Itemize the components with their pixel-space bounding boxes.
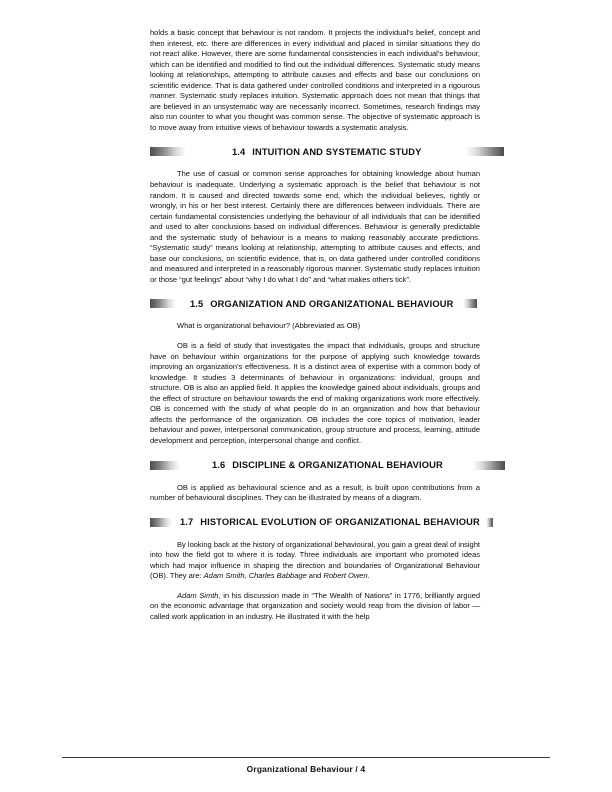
heading-gradient-bar-left bbox=[150, 299, 176, 308]
section-title: DISCIPLINE & ORGANIZATIONAL BEHAVIOUR bbox=[232, 460, 443, 470]
page-content-column bbox=[150, 28, 480, 631]
person-name-emphasis: Robert Owen bbox=[323, 571, 368, 581]
paragraph-text-segment: By looking back at the history of organizational behavioural, you gain a great deal of insight into how the field got to where it is today. Three individuals are important who promoted ideas which had major influence in shaping the direction and boundaries of Organizational Behaviour (OB). They are: bbox=[150, 539, 480, 581]
heading-gradient-bar-right bbox=[486, 518, 493, 527]
paragraph-section-1-5-body: OB is a field of study that investigates the impact that individuals, groups and structure have on behaviour within organizations for the purpose of applying such knowledge towards improving an organization’s effectiveness. It is a distinct area of expertise with a common body of knowledge. It studies 3 determinants of behaviour in organizations: individual, groups and structure. OB is also an applied field. It applies the knowledge gained about individuals, groups and the effect of structure on behaviour towards the end of making organizations work more effectively. OB is concerned with the study of what people do in an organization and how that behaviour affects the performance of the organization. OB includes the core topics of motivation, leader behaviour and power, interpersonal communication, group structure and process, learning, attitude development and perception, interpersonal change and conflict. bbox=[150, 341, 480, 445]
person-name-emphasis: Adam Smith, Charles Babbage bbox=[203, 571, 307, 581]
section-title: ORGANIZATION AND ORGANIZATIONAL BEHAVIOUR bbox=[210, 298, 454, 309]
section-title: HISTORICAL EVOLUTION OF ORGANIZATIONAL BEHAVIOUR bbox=[200, 517, 480, 528]
footer-label: Organizational Behaviour / 4 bbox=[246, 764, 366, 774]
heading-gradient-bar-left bbox=[150, 461, 180, 470]
section-number: 1.7 bbox=[180, 517, 194, 528]
section-heading-1-6 bbox=[150, 459, 480, 472]
paragraph-section-1-7-body-2 bbox=[150, 591, 480, 623]
page-footer bbox=[62, 757, 550, 774]
paragraph-section-1-4-body: The use of casual or common sense approaches for obtaining knowledge about human behaviour is inadequate. Underlying a systematic approach is the belief that behaviour is not random. It is caused and directed towards some end, which the individual believes, rightly or wrongly, in his or her best interest. Certainly there are differences between individuals. There are certain fundamental consistencies underlying the behaviour of all individuals that can be identified and used to alter conclusions based on individual differences. Behaviour is generally predictable and the systematic study of behaviour is a means to making reasonably accurate predictions. “Systematic study” means looking at relationship, attempting to attribute causes and effects, and base our conclusions, on scientific evidence, that is, on data gathered under controlled conditions and measured and interpreted in a reasonably rigorous manner. Systematic study replaces intuition or those “gut feelings” about “why I do what I do” and “what makes others tick”. bbox=[150, 169, 480, 284]
section-heading-1-5 bbox=[150, 297, 480, 310]
heading-gradient-bar-right bbox=[466, 147, 504, 156]
heading-gradient-bar-left bbox=[150, 518, 172, 527]
heading-gradient-bar-right bbox=[473, 461, 505, 470]
footer-divider bbox=[62, 757, 550, 758]
person-name-emphasis: Adam Simth bbox=[177, 590, 219, 600]
paragraph-section-1-7-body-1 bbox=[150, 540, 480, 582]
heading-gradient-bar-left bbox=[150, 147, 186, 156]
paragraph-section-1-5-lead: What is organizational behaviour? (Abbreviated as OB) bbox=[177, 321, 361, 331]
paragraph-text-segment: and bbox=[306, 571, 324, 581]
section-number: 1.6 bbox=[212, 460, 226, 470]
section-title: INTUITION AND SYSTEMATIC STUDY bbox=[252, 146, 422, 157]
section-heading-1-7 bbox=[150, 516, 480, 529]
section-number: 1.4 bbox=[232, 146, 246, 157]
section-number: 1.5 bbox=[190, 298, 204, 309]
heading-gradient-bar-right bbox=[463, 299, 477, 308]
paragraph-text-segment: , in his discussion made in “The Wealth of Nations” in 1776, brilliantly argued on the economic advantage that organization and society would reap from the division of labor — called work application in an industry. He illustrated it with the help bbox=[150, 590, 480, 621]
paragraph-section-1-6-body: OB is applied as behavioural science and as a result, is built upon contributions from a number of behavioural disciplines. They can be illustrated by means of a diagram. bbox=[150, 482, 480, 503]
paragraph-text-segment: . bbox=[367, 571, 370, 581]
paragraph-intro-continued: holds a basic concept that behaviour is not random. It projects the individual's belief, concept and then interest, etc. there are differences in every individual and placed in similar situations they do not react alike. However, there are some fundamental consistencies in each individual's behaviour, which can be identified and modified to find out the individual differences. Systematic study means looking at relationships, attempting to attribute causes and effects and base our conclusions on scientific evidence. That is data gathered under controlled conditions and interpreted in a rigourous manner. Systematic study replaces intuition. Systematic approach does not mean that things that are believed in an unsystematic way are necessarily incorrect. Sometimes, research findings may also run counter to what you thought was common sense. The objective of systematic approach is to move away from intuitive views of behaviour towards a systematic analysis. bbox=[150, 28, 480, 132]
section-heading-1-4 bbox=[150, 145, 480, 158]
